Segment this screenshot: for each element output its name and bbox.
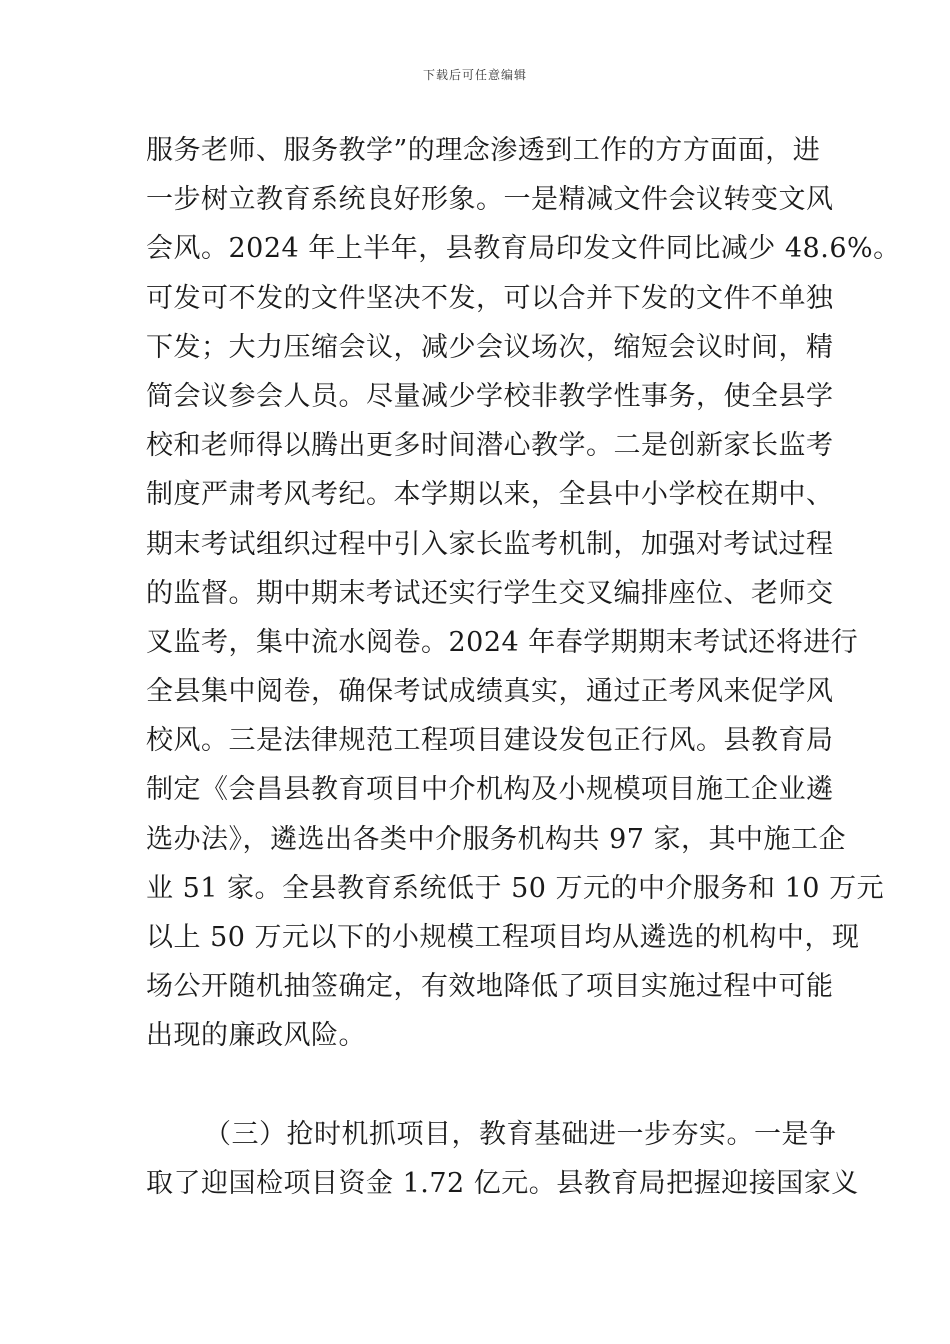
text-line: （三）抢时机抓项目，教育基础进一步夯实。一是争 bbox=[204, 1118, 837, 1150]
text-line: 叉监考，集中流水阅卷。2024 年春学期期末考试还将进行 bbox=[146, 626, 859, 658]
text-line: 的监督。期中期末考试还实行学生交叉编排座位、老师交 bbox=[146, 577, 834, 609]
text-line: 制度严肃考风考纪。本学期以来，全县中小学校在期中、 bbox=[146, 479, 834, 511]
paragraph-spacer bbox=[146, 1061, 810, 1110]
text-line: 一步树立教育系统良好形象。一是精减文件会议转变文风 bbox=[146, 184, 834, 216]
text-line: 校风。三是法律规范工程项目建设发包正行风。县教育局 bbox=[146, 725, 834, 757]
text-line: 下发；大力压缩会议，减少会议场次，缩短会议时间，精 bbox=[146, 331, 834, 363]
text-line: 校和老师得以腾出更多时间潜心教学。二是创新家长监考 bbox=[146, 430, 834, 462]
text-line: 场公开随机抽签确定，有效地降低了项目实施过程中可能 bbox=[146, 971, 834, 1003]
page-header: 下载后可任意编辑 bbox=[422, 68, 527, 82]
text-line: 业 51 家。全县教育系统低于 50 万元的中介服务和 10 万元 bbox=[146, 872, 885, 904]
text-line: 选办法》，遴选出各类中介服务机构共 97 家，其中施工企 bbox=[146, 823, 847, 855]
text-line: 会风。2024 年上半年，县教育局印发文件同比减少 48.6%。 bbox=[146, 233, 901, 265]
text-line: 全县集中阅卷，确保考试成绩真实，通过正考风来促学风 bbox=[146, 676, 834, 708]
text-line: 制定《会昌县教育项目中介机构及小规模项目施工企业遴 bbox=[146, 774, 834, 806]
paragraph-2 bbox=[146, 1110, 859, 1208]
paragraph-1 bbox=[146, 126, 901, 1061]
text-line: 取了迎国检项目资金 1.72 亿元。县教育局把握迎接国家义 bbox=[146, 1167, 859, 1199]
text-line: 出现的廉政风险。 bbox=[146, 1020, 366, 1052]
text-line: 以上 50 万元以下的小规模工程项目均从遴选的机构中，现 bbox=[146, 922, 860, 953]
text-line: 服务老师、服务教学”的理念渗透到工作的方方面面，进 bbox=[146, 135, 821, 166]
document-body bbox=[146, 126, 901, 1208]
text-line: 期末考试组织过程中引入家长监考机制，加强对考试过程 bbox=[146, 528, 834, 560]
text-line: 可发可不发的文件坚决不发，可以合并下发的文件不单独 bbox=[146, 282, 834, 314]
text-line: 简会议参会人员。尽量减少学校非教学性事务，使全县学 bbox=[146, 380, 834, 412]
